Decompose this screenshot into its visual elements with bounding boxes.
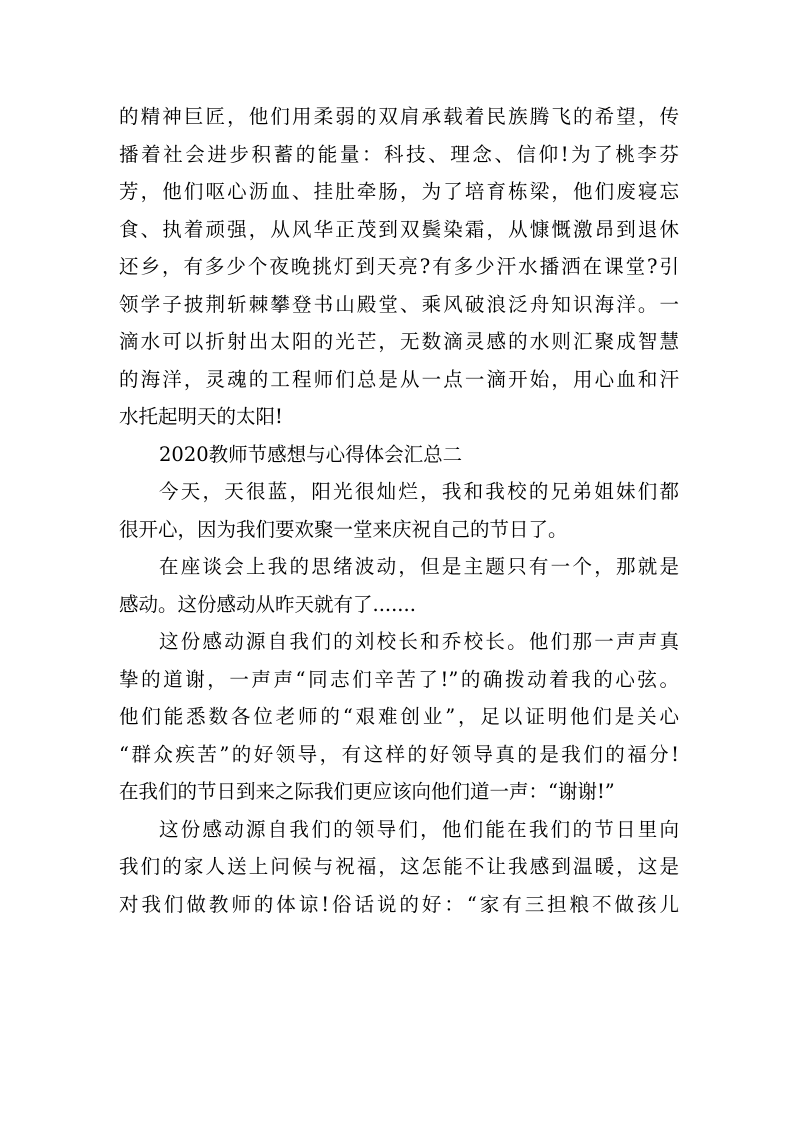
paragraph-first-line: 这份感动源自我们的领导们，他们能在我们的节日里向 [159, 817, 679, 841]
text-line: 的海洋，灵魂的工程师们总是从一点一滴开始，用心血和汗 [119, 367, 679, 391]
text-line: 对我们做教师的体谅!俗话说的好：“家有三担粮不做孩儿 [119, 892, 679, 916]
paragraph-first-line: 在座谈会上我的思绪波动，但是主题只有一个，那就是 [159, 555, 679, 578]
text-line: 芳，他们呕心沥血、挂肚牵肠，为了培育栋梁，他们废寝忘 [119, 180, 679, 203]
paragraph-first-line: 今天，天很蓝，阳光很灿烂，我和我校的兄弟姐妹们都 [159, 480, 679, 503]
text-line: 的精神巨匠，他们用柔弱的双肩承载着民族腾飞的希望，传 [119, 105, 679, 128]
text-line: 感动。这份感动从昨天就有了....... [119, 592, 416, 616]
text-line: “群众疾苦”的好领导，有这样的好领导真的是我们的福分! [119, 742, 679, 766]
text-line: 滴水可以折射出太阳的光芒，无数滴灵感的水则汇聚成智慧 [119, 330, 679, 353]
text-line: 食、执着顽强，从风华正茂到双鬓染霜，从慷慨激昂到退休 [119, 217, 679, 241]
text-line: 很开心，因为我们要欢聚一堂来庆祝自己的节日了。 [119, 517, 568, 541]
paragraph-first-line: 这份感动源自我们的刘校长和乔校长。他们那一声声真 [159, 630, 679, 653]
text-line: 领学子披荆斩棘攀登书山殿堂、乘风破浪泛舟知识海洋。一 [119, 292, 679, 316]
section-heading: 2020教师节感想与心得体会汇总二 [159, 442, 463, 466]
text-line: 他们能悉数各位老师的“艰难创业”，足以证明他们是关心 [119, 705, 679, 728]
text-line: 还乡，有多少个夜晚挑灯到天亮?有多少汗水播洒在课堂?引 [119, 255, 679, 278]
document-body [119, 98, 679, 923]
text-line: 播着社会进步积蓄的能量：科技、理念、信仰!为了桃李芬 [119, 142, 679, 166]
text-line: 我们的家人送上问候与祝福，这怎能不让我感到温暖，这是 [119, 855, 679, 878]
text-line: 水托起明天的太阳! [119, 405, 283, 428]
text-line: 在我们的节日到来之际我们更应该向他们道一声：“谢谢!” [119, 780, 615, 803]
text-line: 挚的道谢，一声声“同志们辛苦了!”的确拨动着我的心弦。 [119, 667, 679, 691]
